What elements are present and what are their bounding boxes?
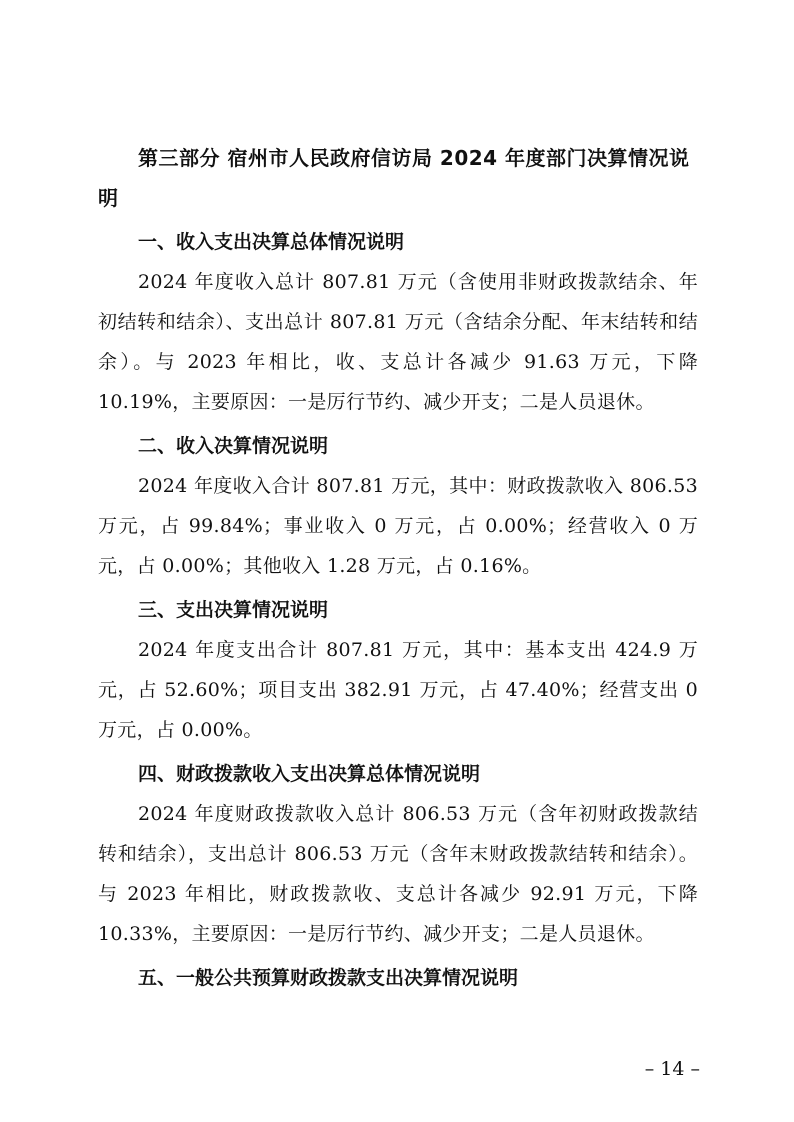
section-paragraph-1: 2024 年度收入总计 807.81 万元（含使用非财政拨款结余、年初结转和结余）、支出总计 807.81 万元（含结余分配、年末结转和结余）。与 2023 年相比，收、支总计各减少 91.63 万元，下降 10.19%，主要原因：一是厉行节约、减少开支；二是人员退休。 [98, 271, 698, 413]
section-heading-4: 四、财政拨款收入支出决算总体情况说明 [138, 763, 481, 785]
section-paragraph-4: 2024 年度财政拨款收入总计 806.53 万元（含年初财政拨款结转和结余），支出总计 806.53 万元（含年末财政拨款结转和结余）。与 2023 年相比，财政拨款收、支总计各减少 92.91 万元，下降 10.33%，主要原因：一是厉行节约、减少开支；二是人员退休。 [98, 803, 698, 945]
section-heading-3: 三、支出决算情况说明 [138, 599, 329, 621]
section-heading-2: 二、收入决算情况说明 [138, 435, 329, 457]
document-body [98, 138, 698, 998]
section-heading-1: 一、收入支出决算总体情况说明 [138, 231, 405, 253]
section-paragraph-2: 2024 年度收入合计 807.81 万元，其中：财政拨款收入 806.53 万元，占 99.84%；事业收入 0 万元，占 0.00%；经营收入 0 万元，占 0.00%；其他收入 1.28 万元，占 0.16%。 [98, 475, 698, 577]
page-number: – 14 – [644, 1058, 700, 1080]
section-paragraph-3: 2024 年度支出合计 807.81 万元，其中：基本支出 424.9 万元，占 52.60%；项目支出 382.91 万元，占 47.40%；经营支出 0 万元，占 0.00%。 [98, 639, 698, 741]
page-title: 第三部分 宿州市人民政府信访局 2024 年度部门决算情况说明 [98, 146, 690, 210]
section-heading-5: 五、一般公共预算财政拨款支出决算情况说明 [138, 967, 519, 989]
